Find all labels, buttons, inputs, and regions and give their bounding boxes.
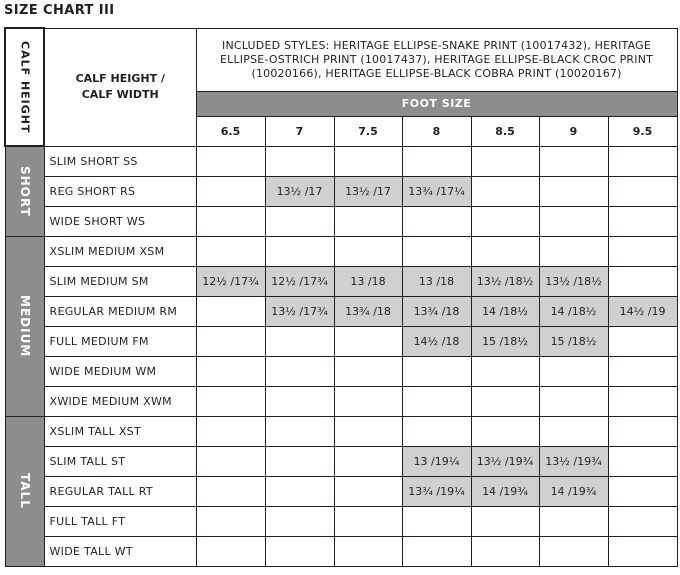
size-cell	[196, 506, 265, 536]
table-row	[5, 146, 677, 176]
row-label: REGULAR MEDIUM RM	[44, 296, 196, 326]
group-tall	[5, 416, 44, 566]
table-row	[5, 386, 677, 416]
header-row-top	[5, 28, 677, 91]
foot-size-9-5: 9.5	[608, 116, 677, 146]
size-cell	[265, 326, 334, 356]
size-cell: 13¾ /19¼	[402, 476, 471, 506]
size-cell	[608, 236, 677, 266]
size-cell	[402, 206, 471, 236]
size-cell	[334, 236, 402, 266]
table-row	[5, 356, 677, 386]
size-cell	[402, 416, 471, 446]
size-cell	[539, 236, 608, 266]
size-cell: 13½ /19¾	[471, 446, 539, 476]
foot-size-7-5: 7.5	[334, 116, 402, 146]
size-cell: 13½ /18½	[539, 266, 608, 296]
size-cell	[608, 446, 677, 476]
calf-height-label: CALF HEIGHT	[18, 40, 32, 134]
size-cell: 14 /19¾	[471, 476, 539, 506]
size-cell	[334, 536, 402, 566]
size-cell: 14½ /19	[608, 296, 677, 326]
included-styles-note: INCLUDED STYLES: HERITAGE ELLIPSE-SNAKE PRINT (10017432), HERITAGE ELLIPSE-OSTRICH PRINT (10017437), HERITAGE ELLIPSE-BLACK CROC PRINT (10020166), HERITAGE ELLIPSE-BLACK COBRA PRINT (10020167)	[196, 28, 677, 91]
size-cell	[196, 476, 265, 506]
size-cell	[265, 476, 334, 506]
table-row	[5, 536, 677, 566]
row-label: XWIDE MEDIUM XWM	[44, 386, 196, 416]
table-row	[5, 476, 677, 506]
table-row	[5, 176, 677, 206]
size-cell	[265, 446, 334, 476]
size-cell	[471, 236, 539, 266]
size-cell	[471, 356, 539, 386]
group-medium	[5, 236, 44, 416]
size-cell	[608, 266, 677, 296]
foot-size-6-5: 6.5	[196, 116, 265, 146]
size-cell	[196, 416, 265, 446]
size-chart-table	[4, 27, 678, 567]
size-cell	[608, 416, 677, 446]
size-cell: 13½ /17¾	[265, 296, 334, 326]
size-cell: 13¾ /17¼	[402, 176, 471, 206]
size-cell	[196, 296, 265, 326]
size-cell	[334, 206, 402, 236]
size-cell	[334, 386, 402, 416]
size-cell	[471, 536, 539, 566]
size-cell	[608, 386, 677, 416]
table-row	[5, 416, 677, 446]
size-cell	[402, 146, 471, 176]
size-cell: 13 /18	[402, 266, 471, 296]
size-cell: 12½ /17¾	[265, 266, 334, 296]
size-cell: 13 /18	[334, 266, 402, 296]
size-cell	[539, 356, 608, 386]
size-cell	[196, 356, 265, 386]
size-cell	[196, 386, 265, 416]
size-cell	[402, 236, 471, 266]
size-cell	[334, 476, 402, 506]
size-cell: 13½ /17	[334, 176, 402, 206]
table-row	[5, 206, 677, 236]
size-cell	[265, 356, 334, 386]
page-title: SIZE CHART III	[4, 3, 115, 18]
size-cell: 15 /18½	[539, 326, 608, 356]
size-cell	[608, 176, 677, 206]
size-cell	[608, 356, 677, 386]
size-cell	[196, 446, 265, 476]
calf-dimensions-label-line1: CALF HEIGHT /	[75, 72, 165, 85]
size-cell	[471, 506, 539, 536]
size-cell	[402, 506, 471, 536]
calf-height-header	[5, 28, 44, 146]
size-cell: 12½ /17¾	[196, 266, 265, 296]
row-label: XSLIM MEDIUM XSM	[44, 236, 196, 266]
size-cell: 13 /19¼	[402, 446, 471, 476]
size-cell: 13¾ /18	[334, 296, 402, 326]
group-label: MEDIUM	[18, 294, 32, 358]
group-short	[5, 146, 44, 236]
size-cell	[471, 416, 539, 446]
size-cell	[265, 386, 334, 416]
size-cell	[539, 506, 608, 536]
size-cell	[265, 206, 334, 236]
row-label: FULL TALL FT	[44, 506, 196, 536]
size-cell	[471, 206, 539, 236]
size-cell	[196, 206, 265, 236]
size-cell	[608, 326, 677, 356]
size-cell	[539, 146, 608, 176]
size-cell	[196, 536, 265, 566]
size-cell: 14 /19¾	[539, 476, 608, 506]
size-cell	[196, 236, 265, 266]
table-row	[5, 236, 677, 266]
size-cell	[265, 416, 334, 446]
size-cell	[539, 206, 608, 236]
table-row	[5, 446, 677, 476]
table-row	[5, 296, 677, 326]
size-cell	[334, 326, 402, 356]
foot-size-8: 8	[402, 116, 471, 146]
size-cell	[334, 446, 402, 476]
group-label: SHORT	[18, 165, 32, 217]
size-cell	[471, 146, 539, 176]
size-cell	[471, 386, 539, 416]
table-row	[5, 506, 677, 536]
row-label: SLIM MEDIUM SM	[44, 266, 196, 296]
row-label: SLIM SHORT SS	[44, 146, 196, 176]
size-cell: 13½ /18½	[471, 266, 539, 296]
size-cell	[334, 506, 402, 536]
calf-dimensions-header	[44, 28, 196, 146]
size-cell	[196, 326, 265, 356]
size-cell: 14 /18½	[471, 296, 539, 326]
size-cell	[334, 146, 402, 176]
foot-size-8-5: 8.5	[471, 116, 539, 146]
size-cell: 14½ /18	[402, 326, 471, 356]
row-label: WIDE TALL WT	[44, 536, 196, 566]
size-cell	[539, 536, 608, 566]
size-cell	[196, 176, 265, 206]
size-cell: 13½ /17	[265, 176, 334, 206]
row-label: SLIM TALL ST	[44, 446, 196, 476]
size-cell	[608, 506, 677, 536]
size-cell	[402, 536, 471, 566]
size-cell	[608, 476, 677, 506]
group-label: TALL	[18, 473, 32, 509]
size-cell: 13½ /19¾	[539, 446, 608, 476]
row-label: REG SHORT RS	[44, 176, 196, 206]
size-chart-body	[5, 28, 677, 566]
size-cell	[265, 236, 334, 266]
size-cell	[608, 146, 677, 176]
size-cell	[265, 536, 334, 566]
size-cell	[608, 536, 677, 566]
size-cell	[265, 506, 334, 536]
size-cell: 15 /18½	[471, 326, 539, 356]
foot-size-header: FOOT SIZE	[196, 91, 677, 116]
size-cell: 14 /18½	[539, 296, 608, 326]
size-cell	[608, 206, 677, 236]
size-cell	[539, 176, 608, 206]
size-cell	[334, 356, 402, 386]
size-cell	[402, 356, 471, 386]
size-cell	[471, 176, 539, 206]
size-cell: 13¾ /18	[402, 296, 471, 326]
row-label: XSLIM TALL XST	[44, 416, 196, 446]
foot-size-7: 7	[265, 116, 334, 146]
table-row	[5, 326, 677, 356]
foot-size-9: 9	[539, 116, 608, 146]
row-label: WIDE MEDIUM WM	[44, 356, 196, 386]
size-cell	[402, 386, 471, 416]
row-label: REGULAR TALL RT	[44, 476, 196, 506]
size-cell	[265, 146, 334, 176]
row-label: FULL MEDIUM FM	[44, 326, 196, 356]
size-cell	[334, 416, 402, 446]
table-row	[5, 266, 677, 296]
size-cell	[539, 416, 608, 446]
size-cell	[196, 146, 265, 176]
row-label: WIDE SHORT WS	[44, 206, 196, 236]
size-cell	[539, 386, 608, 416]
calf-dimensions-label-line2: CALF WIDTH	[81, 88, 159, 101]
